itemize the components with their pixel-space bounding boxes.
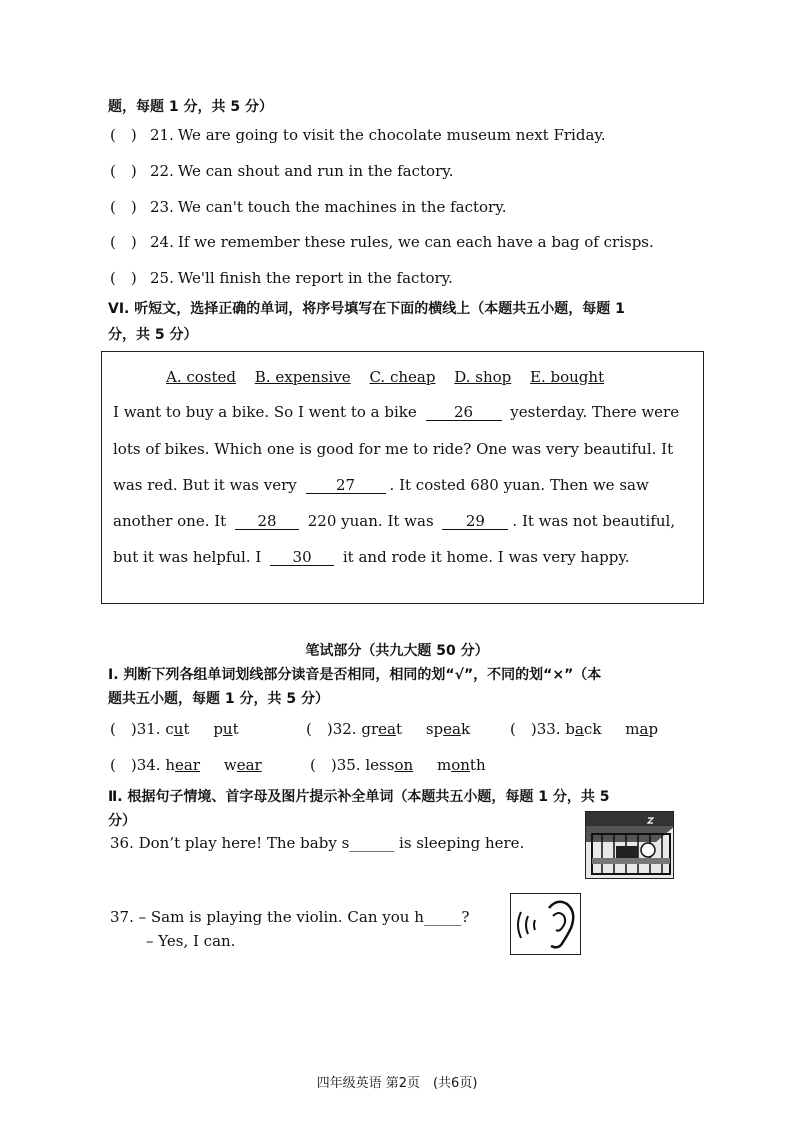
- question-24: [110, 231, 654, 252]
- option-d: D. shop: [454, 368, 512, 386]
- blank-30: 30: [270, 549, 334, 566]
- answer-paren[interactable]: ( ): [110, 162, 137, 180]
- question-21: [110, 124, 606, 145]
- option-b: B. expensive: [254, 368, 351, 386]
- passage-line-5: but it was helpful. I 30 it and rode it home. I was very happy.: [113, 548, 630, 566]
- question-number: 21.: [150, 126, 174, 144]
- question-number: 23.: [150, 198, 174, 216]
- option-a: A. costed: [166, 368, 237, 386]
- answer-paren[interactable]: ( ): [110, 269, 137, 287]
- answer-paren[interactable]: ( ): [110, 198, 137, 216]
- blank-27: 27: [306, 477, 386, 494]
- written-part-title: 笔试部分（共九大题 50 分）: [305, 643, 489, 659]
- answer-paren[interactable]: ( ): [110, 126, 137, 144]
- question-32: ( )32. great speak: [306, 720, 471, 738]
- question-text: If we remember these rules, we can each have a bag of crisps.: [177, 233, 654, 251]
- question-25: [110, 267, 453, 288]
- baby-sleeping-icon: [586, 812, 674, 879]
- baby-crib-picture: [585, 811, 674, 879]
- question-34: ( )34. hear wear: [110, 756, 262, 774]
- page-footer: 四年级英语 第2页 (共6页): [316, 1076, 478, 1091]
- question-37-line1: 37. – Sam is playing the violin. Can you h_____?: [110, 908, 470, 926]
- part1-heading-line1: Ⅰ. 判断下列各组单词划线部分读音是否相同，相同的划“√”，不同的划“×”（本: [108, 667, 602, 683]
- question-37-line2: – Yes, I can.: [146, 932, 236, 950]
- section6-passage-box: [101, 351, 704, 604]
- question-35: ( )35. lesson month: [310, 756, 486, 774]
- answer-paren[interactable]: ( ): [110, 233, 137, 251]
- passage-line-3: was red. But it was very 27 . It costed 680 yuan. Then we saw: [113, 476, 649, 494]
- question-text: We'll finish the report in the factory.: [177, 269, 453, 287]
- question-22: [110, 160, 453, 181]
- passage-line-4: another one. It 28 220 yuan. It was 29 . It was not beautiful,: [113, 512, 676, 530]
- option-e: E. bought: [530, 368, 605, 386]
- section6-heading-line2: 分，共 5 分）: [108, 327, 198, 343]
- passage-line-1: I want to buy a bike. So I went to a bike 26 yesterday. There were: [113, 403, 680, 421]
- blank-28: 28: [235, 513, 299, 530]
- question-text: We are going to visit the chocolate museum next Friday.: [177, 126, 606, 144]
- passage-line-2: lots of bikes. Which one is good for me to ride? One was very beautiful. It: [113, 440, 674, 458]
- ear-icon: [511, 894, 581, 955]
- blank-26: 26: [426, 404, 502, 421]
- part2-heading-line1: Ⅱ. 根据句子情境、首字母及图片提示补全单词（本题共五小题，每题 1 分，共 5: [108, 789, 610, 805]
- word-options: [166, 368, 618, 386]
- question-33: ( )33. back map: [510, 720, 659, 738]
- part1-heading-line2: 题共五小题，每题 1 分，共 5 分）: [108, 691, 329, 707]
- question-number: 25.: [150, 269, 174, 287]
- question-text: We can shout and run in the factory.: [177, 162, 454, 180]
- question-23: [110, 196, 506, 217]
- question-text: We can't touch the machines in the factory.: [177, 198, 507, 216]
- question-number: 22.: [150, 162, 174, 180]
- ear-picture: [510, 893, 581, 955]
- part2-heading-line2: 分）: [108, 813, 136, 829]
- question-31: ( )31. cut put: [110, 720, 239, 738]
- blank-29: 29: [442, 513, 508, 530]
- question-36: 36. Don’t play here! The baby s______ is sleeping here.: [110, 834, 525, 852]
- section5-heading-tail: 题，每题 1 分，共 5 分）: [108, 99, 273, 115]
- section6-heading-line1: VI. 听短文，选择正确的单词，将序号填写在下面的横线上（本题共五小题，每题 1: [108, 301, 625, 317]
- question-number: 24.: [150, 233, 174, 251]
- option-c: C. cheap: [369, 368, 436, 386]
